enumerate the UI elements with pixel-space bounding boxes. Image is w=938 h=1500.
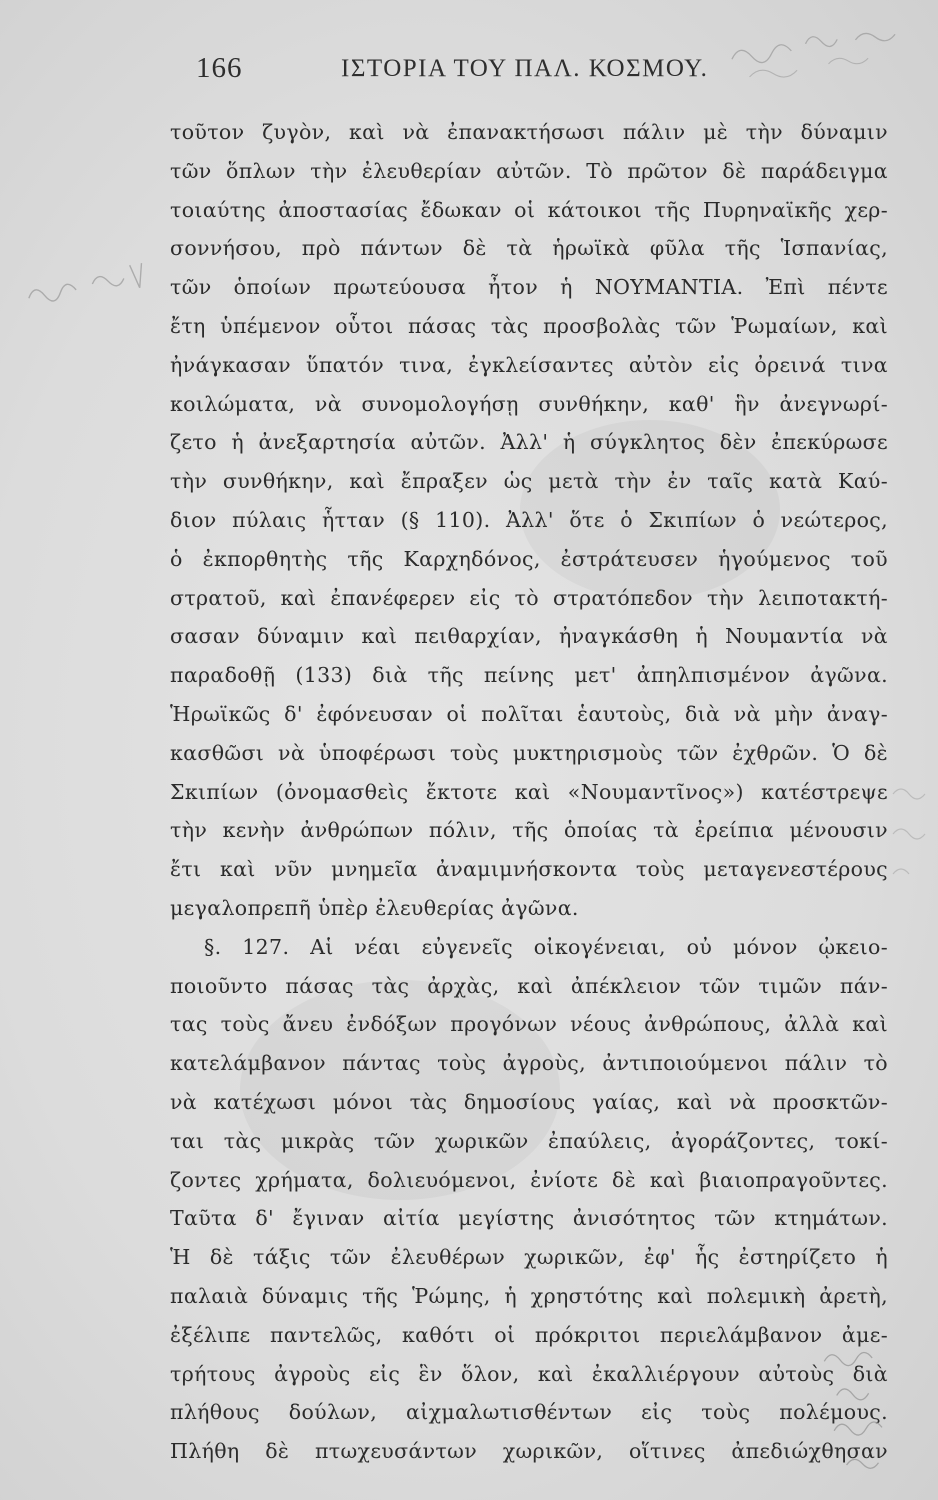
- text-line: τὴν κενὴν ἀνθρώπων πόλιν, τῆς ὁποίας τὰ ἐρείπια μένουσιν: [170, 818, 888, 843]
- handwritten-note-left: [20, 250, 165, 314]
- text-line: νὰ κατέχωσι μόνοι τὰς δημοσίους γαίας, καὶ νὰ προσκτῶν-: [170, 1089, 888, 1114]
- text-line: ἐξέλιπε παντελῶς, καθότι οἱ πρόκριτοι περιελάμβανον ἀμε-: [170, 1322, 888, 1347]
- text-line: Ταῦτα δ' ἔγιναν αἰτία μεγίστης ἀνισότητος τῶν κτημάτων.: [170, 1206, 888, 1231]
- text-line: κασθῶσι νὰ ὑποφέρωσι τοὺς μυκτηρισμοὺς τῶν ἐχθρῶν. Ὁ δὲ: [170, 740, 888, 765]
- page-number: 166: [196, 52, 243, 84]
- handwritten-note-right: [888, 774, 938, 894]
- text-line: τρήτους ἀγροὺς εἰς ἓν ὅλον, καὶ ἐκαλλιέργουν αὐτοὺς διὰ: [170, 1361, 888, 1386]
- text-line: κοιλώματα, νὰ συνομολογήσῃ συνθήκην, καθ' ἣν ἀνεγνωρί-: [170, 391, 888, 416]
- text-line: σασαν δύναμιν καὶ πειθαρχίαν, ἠναγκάσθη ἡ Νουμαντία νὰ: [170, 624, 888, 649]
- handwritten-note-bottom: [813, 1334, 933, 1491]
- text-line: Ἡ δὲ τάξις τῶν ἐλευθέρων χωρικῶν, ἐφ' ἧς ἐστηρίζετο ἡ: [170, 1245, 888, 1270]
- text-line: ὁ ἐκπορθητὴς τῆς Καρχηδόνος, ἐστράτευσεν ἡγούμενος τοῦ: [170, 546, 888, 571]
- text-line: ποιοῦντο πάσας τὰς ἀρχὰς, καὶ ἀπέκλειον τῶν τιμῶν πάν-: [170, 973, 888, 998]
- text-line: σοννήσου, πρὸ πάντων δὲ τὰ ἡρωϊκὰ φῦλα τῆς Ἱσπανίας,: [170, 236, 888, 261]
- text-line: τῶν ὁποίων πρωτεύουσα ἦτον ἡ ΝΟΥΜΑΝΤΙΑ. Ἐπὶ πέντε: [170, 275, 888, 300]
- text-line: Σκιπίων (ὀνομασθεὶς ἔκτοτε καὶ «Νουμαντῖνος») κατέστρεψε: [170, 779, 888, 804]
- text-line: στρατοῦ, καὶ ἐπανέφερεν εἰς τὸ στρατόπεδον τὴν λειποτακτή-: [170, 585, 888, 610]
- text-line: τοιαύτης ἀποστασίας ἔδωκαν οἱ κάτοικοι τῆς Πυρηναϊκῆς χερ-: [170, 197, 888, 222]
- text-line: Ἡρωϊκῶς δ' ἐφόνευσαν οἱ πολῖται ἑαυτοὺς, διὰ νὰ μὴν ἀναγ-: [170, 701, 888, 726]
- text-line: ζετο ἡ ἀνεξαρτησία αὐτῶν. Ἀλλ' ἡ σύγκλητος δὲν ἐπεκύρωσε: [170, 430, 888, 455]
- text-line: κατελάμβανον πάντας τοὺς ἀγροὺς, ἀντιποιούμενοι πάλιν τὸ: [170, 1051, 888, 1076]
- text-line: τῶν ὅπλων τὴν ἐλευθερίαν αὐτῶν. Τὸ πρῶτον δὲ παράδειγμα: [170, 158, 888, 183]
- text-line: τὴν συνθήκην, καὶ ἔπραξεν ὡς μετὰ τὴν ἐν ταῖς κατὰ Καύ-: [170, 469, 888, 494]
- body-text: [170, 113, 888, 1471]
- text-line: διον πύλαις ἧτταν (§ 110). Ἀλλ' ὅτε ὁ Σκιπίων ὁ νεώτερος,: [170, 507, 888, 532]
- text-line: Πλήθη δὲ πτωχευσάντων χωρικῶν, οἵτινες ἀπεδιώχθησαν: [170, 1439, 888, 1464]
- text-line: ται τὰς μικρὰς τῶν χωρικῶν ἐπαύλεις, ἀγοράζοντες, τοκί-: [170, 1128, 888, 1153]
- text-line: πλήθους δούλων, αἰχμαλωτισθέντων εἰς τοὺς πολέμους.: [170, 1400, 888, 1425]
- text-line: ἔτι καὶ νῦν μνημεῖα ἀναμιμνήσκοντα τοὺς μεταγενεστέρους: [170, 857, 888, 882]
- text-line: παλαιὰ δύναμις τῆς Ῥώμης, ἡ χρηστότης καὶ πολεμικὴ ἀρετὴ,: [170, 1283, 888, 1308]
- running-head: ΙΣΤΟΡΙΑ ΤΟΥ ΠΑΛ. ΚΟΣΜΟΥ.: [341, 55, 709, 82]
- handwritten-note-top: [723, 2, 929, 89]
- text-line: τοῦτον ζυγὸν, καὶ νὰ ἐπανακτήσωσι πάλιν μὲ τὴν δύναμιν: [170, 120, 888, 144]
- text-line: παραδοθῇ (133) διὰ τῆς πείνης μετ' ἀπηλπισμένον ἀγῶνα.: [170, 663, 888, 688]
- text-line: ζοντες χρήματα, δολιευόμενοι, ἐνίοτε δὲ καὶ βιαιοπραγοῦντες.: [170, 1167, 888, 1192]
- section-heading-line: §. 127. Αἱ νέαι εὐγενεῖς οἰκογένειαι, οὐ μόνον ᾠκειο-: [204, 934, 888, 959]
- page-header: [196, 52, 756, 92]
- text-line: ἠνάγκασαν ὕπατόν τινα, ἐγκλείσαντες αὐτὸν εἰς ὀρεινά τινα: [170, 352, 888, 377]
- text-line: τας τοὺς ἄνευ ἐνδόξων προγόνων νέους ἀνθρώπους, ἀλλὰ καὶ: [170, 1012, 888, 1037]
- text-line: ἔτη ὑπέμενον οὗτοι πάσας τὰς προσβολὰς τῶν Ῥωμαίων, καὶ: [170, 313, 888, 338]
- paragraph-end-line: μεγαλοπρεπῆ ὑπὲρ ἐλευθερίας ἀγῶνα.: [170, 895, 579, 920]
